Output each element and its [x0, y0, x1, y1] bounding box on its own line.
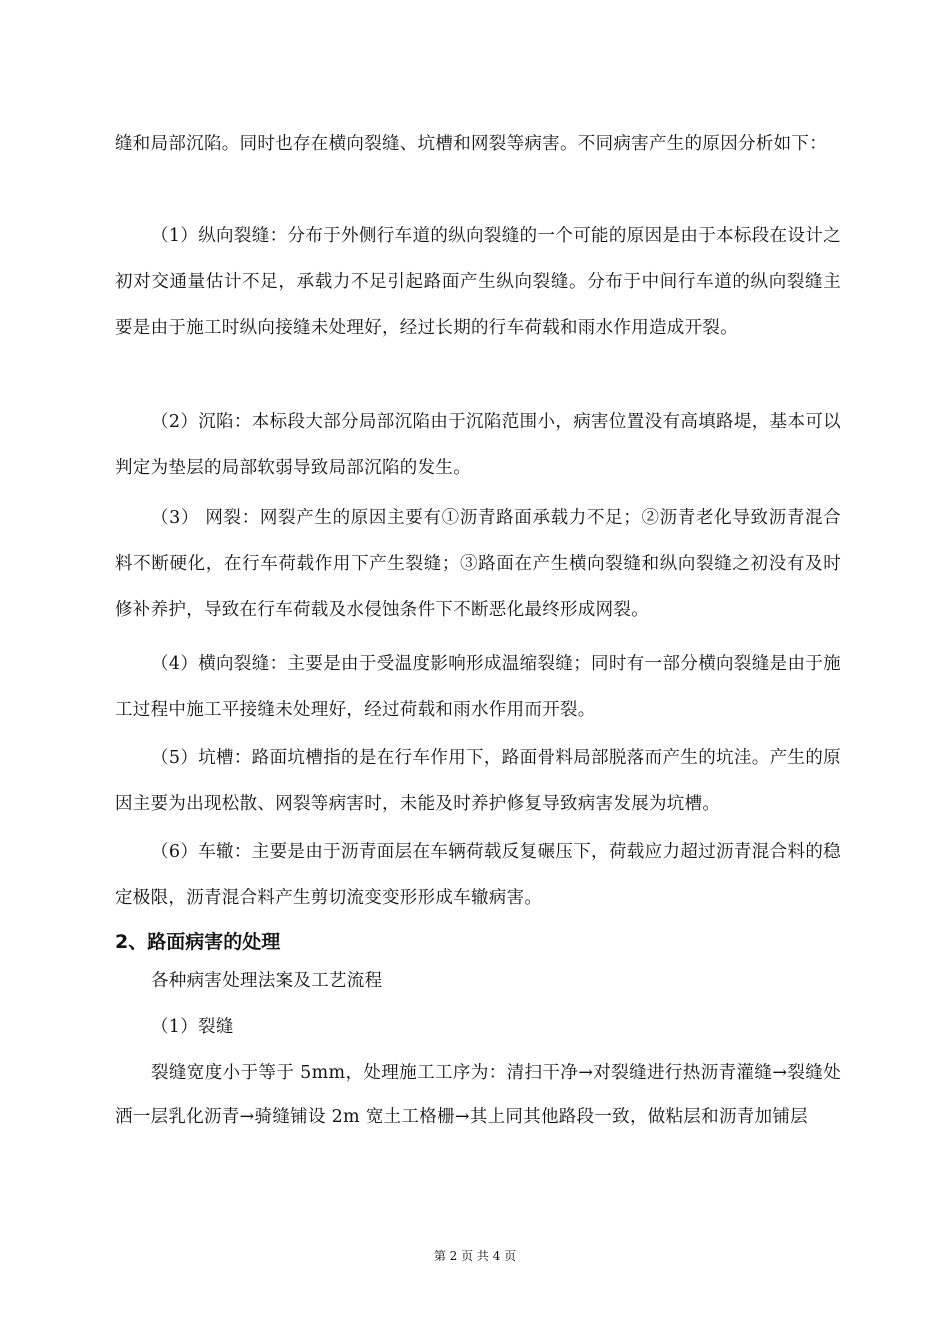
paragraph-treatment-intro: 各种病害处理法案及工艺流程: [151, 971, 383, 991]
paragraph-mesh-cracks: （3） 网裂：网裂产生的原因主要有①沥青路面承载力不足；②沥青老化导致沥青混合料不断硬化，在行车荷载作用下产生裂缝；③路面在产生横向裂缝和纵向裂缝之初没有及时修补养护，导致在行车荷载及水侵蚀条件下不断恶化最终形成网裂。: [115, 508, 841, 620]
paragraph-settlement: （2）沉陷：本标段大部分局部沉陷由于沉陷范围小，病害位置没有高填路堤，基本可以判定为垫层的局部软弱导致局部沉陷的发生。: [115, 412, 841, 478]
paragraph-rutting: （6）车辙：主要是由于沥青面层在车辆荷载反复碾压下，荷载应力超过沥青混合料的稳定极限，沥青混合料产生剪切流变变形形成车辙病害。: [115, 842, 841, 908]
subheading-cracks: （1）裂缝: [151, 1017, 234, 1037]
page-footer: 第 2 页 共 4 页: [433, 1249, 517, 1263]
paragraph-transverse-cracks: （4）横向裂缝：主要是由于受温度影响形成温缩裂缝；同时有一部分横向裂缝是由于施工过程中施工平接缝未处理好，经过荷载和雨水作用而开裂。: [115, 654, 841, 720]
paragraph-intro: 缝和局部沉陷。同时也存在横向裂缝、坑槽和网裂等病害。不同病害产生的原因分析如下：: [115, 134, 827, 154]
paragraph-longitudinal-cracks: （1）纵向裂缝：分布于外侧行车道的纵向裂缝的一个可能的原因是由于本标段在设计之初对交通量估计不足，承载力不足引起路面产生纵向裂缝。分布于中间行车道的纵向裂缝主要是由于施工时纵向接缝未处理好，经过长期的行车荷载和雨水作用造成开裂。: [115, 226, 841, 338]
paragraph-potholes: （5）坑槽：路面坑槽指的是在行车作用下，路面骨料局部脱落而产生的坑洼。产生的原因主要为出现松散、网裂等病害时，未能及时养护修复导致病害发展为坑槽。: [115, 748, 841, 814]
paragraph-crack-procedure: 裂缝宽度小于等于 5mm，处理施工工序为：清扫干净→对裂缝进行热沥青灌缝→裂缝处洒一层乳化沥青→骑缝铺设 2m 宽土工格栅→其上同其他路段一致，做粘层和沥青加铺层: [115, 1063, 841, 1127]
section-heading: 2、路面病害的处理: [115, 931, 281, 953]
